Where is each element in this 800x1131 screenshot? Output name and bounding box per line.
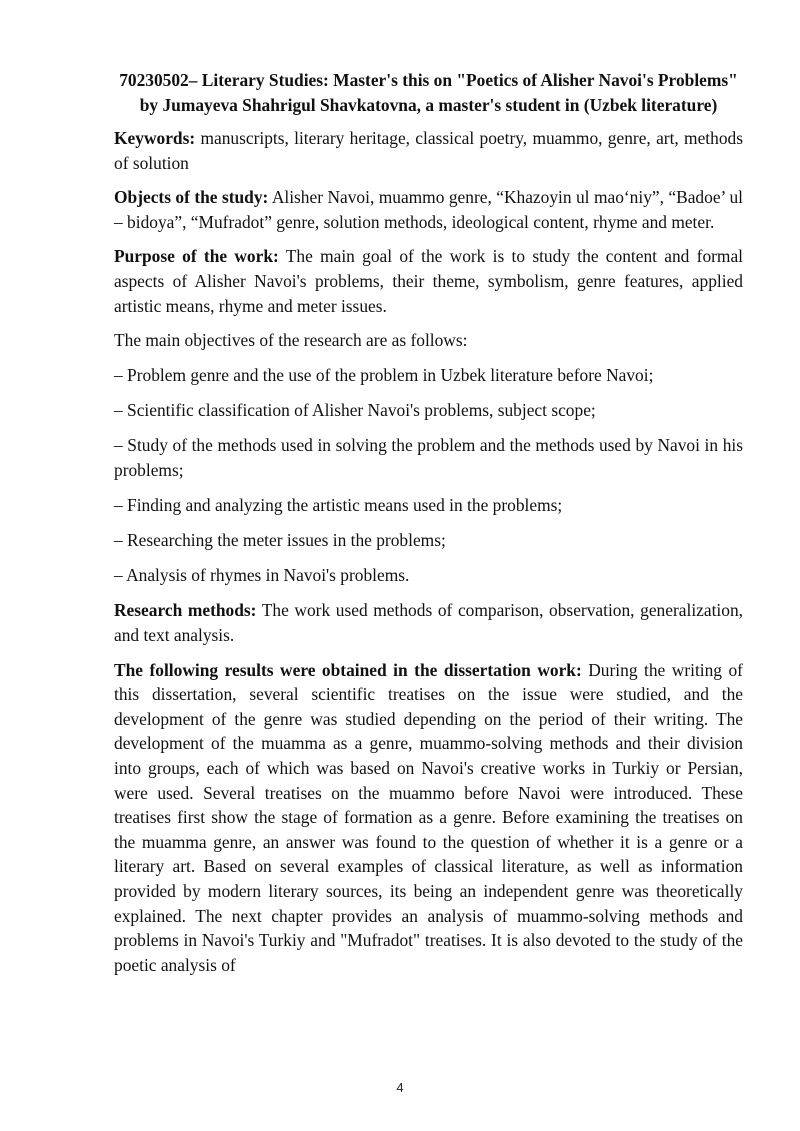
objective-item: – Problem genre and the use of the problem in Uzbek literature before Navoi; (114, 365, 654, 386)
keywords-label: Keywords: (114, 128, 196, 148)
objects-text: Alisher Navoi, muammo genre, “Khazoyin ul mao‘niy”, “Badoe’ ul – bidoya”, “Mufradot” genre, solution methods, ideological content, rhyme and meter. (114, 187, 744, 232)
purpose-text: The main goal of the work is to study the content and formal aspects of Alisher Navoi's problems, their theme, symbolism, genre features, applied artistic means, rhyme and meter issues. (114, 246, 744, 316)
objective-item: – Study of the methods used in solving the problem and the methods used by Navoi in his problems; (114, 435, 743, 481)
document-title: 70230502– Literary Studies: Master's this on "Poetics of Alisher Navoi's Problems" by Jumayeva Shahrigul Shavkatovna, a master's student in (Uzbek literature) (119, 70, 738, 115)
page-number: 4 (396, 1080, 404, 1095)
objects-paragraph (114, 185, 743, 234)
keywords-paragraph (114, 126, 743, 175)
methods-text: The work used methods of comparison, observation, generalization, and text analysis. (114, 600, 743, 645)
objective-item: – Researching the meter issues in the problems; (114, 530, 446, 551)
objective-item: – Scientific classification of Alisher Navoi's problems, subject scope; (114, 400, 596, 421)
results-text: During the writing of this dissertation, several scientific treatises on the issue were studied, and the development of the genre was studied depending on the period of their writing. The development of the muamma as a genre, muammo-solving methods and their division into groups, each of which was based on Navoi's creative works in Turkiy or Persian, were used. Several treatises on the muammo before Navoi were introduced. These treatises first show the stage of formation as a genre. Before examining the treatises on the muamma genre, an answer was found to the question of whether it is a genre or a literary art. Based on several examples of classical literature, as well as information provided by modern literary sources, its being an independent genre was theoretically explained. The next chapter provides an analysis of muammo-solving methods and problems in Navoi's Turkiy and "Mufradot" treatises. It is also devoted to the study of the poetic analysis of (114, 659, 743, 975)
results-label: The following results were obtained in the dissertation work: (114, 659, 582, 680)
objective-item: – Finding and analyzing the artistic means used in the problems; (114, 495, 563, 516)
results-paragraph (114, 658, 743, 978)
methods-label: Research methods: (114, 600, 257, 621)
objects-label: Objects of the study: (114, 187, 269, 208)
methods-paragraph (114, 598, 743, 647)
keywords-text: manuscripts, literary heritage, classical poetry, muammo, genre, art, methods of solution (114, 128, 743, 173)
objectives-intro: The main objectives of the research are as follows: (114, 330, 468, 351)
purpose-paragraph (114, 244, 743, 318)
objective-item: – Analysis of rhymes in Navoi's problems. (114, 565, 410, 586)
purpose-label: Purpose of the work: (114, 246, 279, 267)
